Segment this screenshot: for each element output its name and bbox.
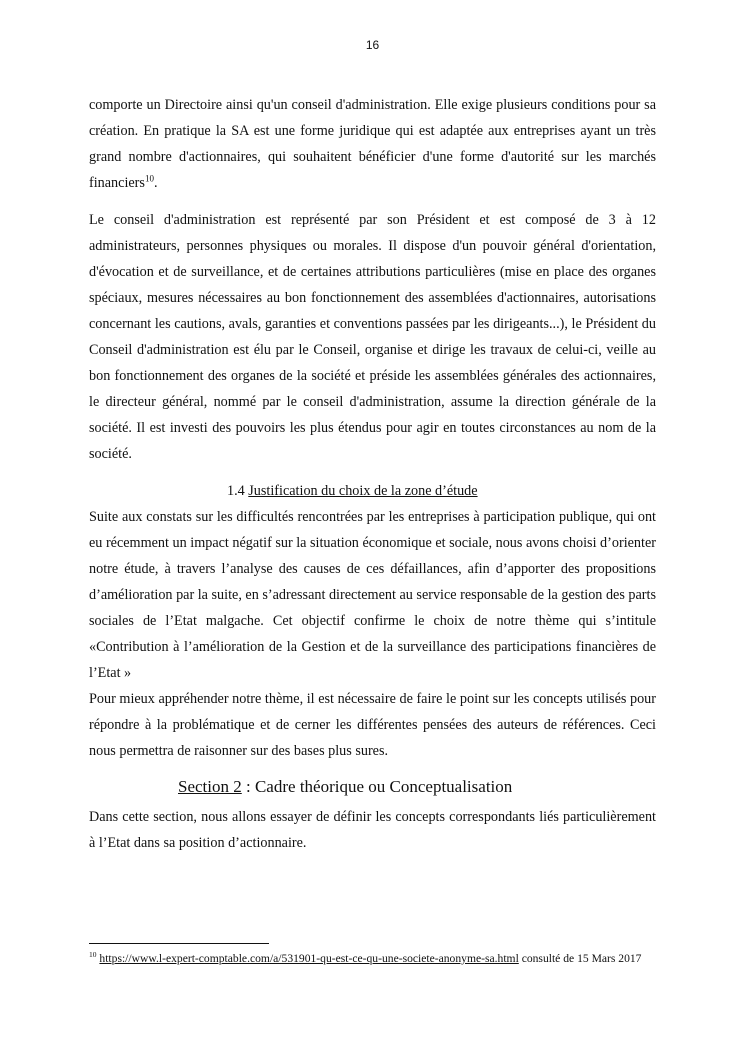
page-body (89, 92, 656, 856)
section-label: Section 2 (178, 777, 242, 796)
subsection-heading (89, 478, 656, 504)
section-title-text: : Cadre théorique ou Conceptualisation (241, 777, 513, 796)
footnote-reference[interactable]: 10 (144, 173, 154, 184)
page-number: 16 (365, 38, 380, 52)
paragraph-text: comporte un Directoire ainsi qu'un conseil d'administration. Elle exige plusieurs conditions pour sa création. En pratique la SA est une forme juridique qui est adaptée aux entreprises ayant un très grand nombre d'actionnaires, qui souhaitent bénéficier d'une forme d'autorité sur les marchés financiers (89, 97, 656, 191)
subsection-title: Justification du choix de la zone d’étude (248, 483, 478, 499)
paragraph-end: . (153, 175, 158, 191)
footnote-note: consulté de 15 Mars 2017 (518, 952, 642, 965)
paragraph-justification: Suite aux constats sur les difficultés rencontrées par les entreprises à participation publique, qui ont eu récemment un impact négatif sur la situation économique et sociale, nous avons choisi d’orienter notre étude, à travers l’analyse des causes de ces défaillances, afin d’apporter des propositions d’amélioration par la suite, en s’adressant directement au service responsable de la gestion des parts sociales de l’Etat malgache. Cet objectif confirme le choix de notre thème qui s’intitule «Contribution à l’amélioration de la Gestion et de la surveillance des participations financières de l’Etat » (89, 509, 656, 681)
subsection-number: 1.4 (227, 483, 245, 499)
paragraph-board-description: Le conseil d'administration est représenté par son Président et est composé de 3 à 12 administrateurs, personnes physiques ou morales. Il dispose d'un pouvoir général d'orientation, d'évocation et de surveillance, et de certaines attributions particulières (mise en place des organes spéciaux, mesures nécessaires au bon fonctionnement des assemblées d'actionnaires, autorisations concernant les cautions, avals, garanties et conventions passées par les dirigeants...), le Président du Conseil d'administration est élu par le Conseil, organise et dirige les travaux de celui-ci, veille au bon fonctionnement des organes de la société et préside les assemblées générales des actionnaires, le directeur général, nommé par le conseil d'administration, assume la direction générale de la société. Il est investi des pouvoirs les plus étendus pour agir en toutes circonstances au nom de la société. (89, 212, 656, 462)
footnote (89, 951, 656, 966)
footnote-link[interactable]: https://www.l-expert-comptable.com/a/531901-qu-est-ce-qu-une-societe-anonyme-sa.html (99, 952, 519, 965)
footnote-number: 10 (89, 950, 97, 960)
paragraph-concepts: Pour mieux appréhender notre thème, il est nécessaire de faire le point sur les concepts utilisés pour répondre à la problématique et de cerner les différentes pensées des auteurs de références. Ceci nous permettra de raisonner sur des bases plus sures. (89, 691, 656, 759)
paragraph-sa-description (89, 92, 656, 196)
footnote-divider (89, 943, 269, 944)
section-heading (89, 772, 656, 802)
paragraph-section-intro: Dans cette section, nous allons essayer de définir les concepts correspondants liés particulièrement à l’Etat dans sa position d’actionnaire. (89, 809, 656, 851)
